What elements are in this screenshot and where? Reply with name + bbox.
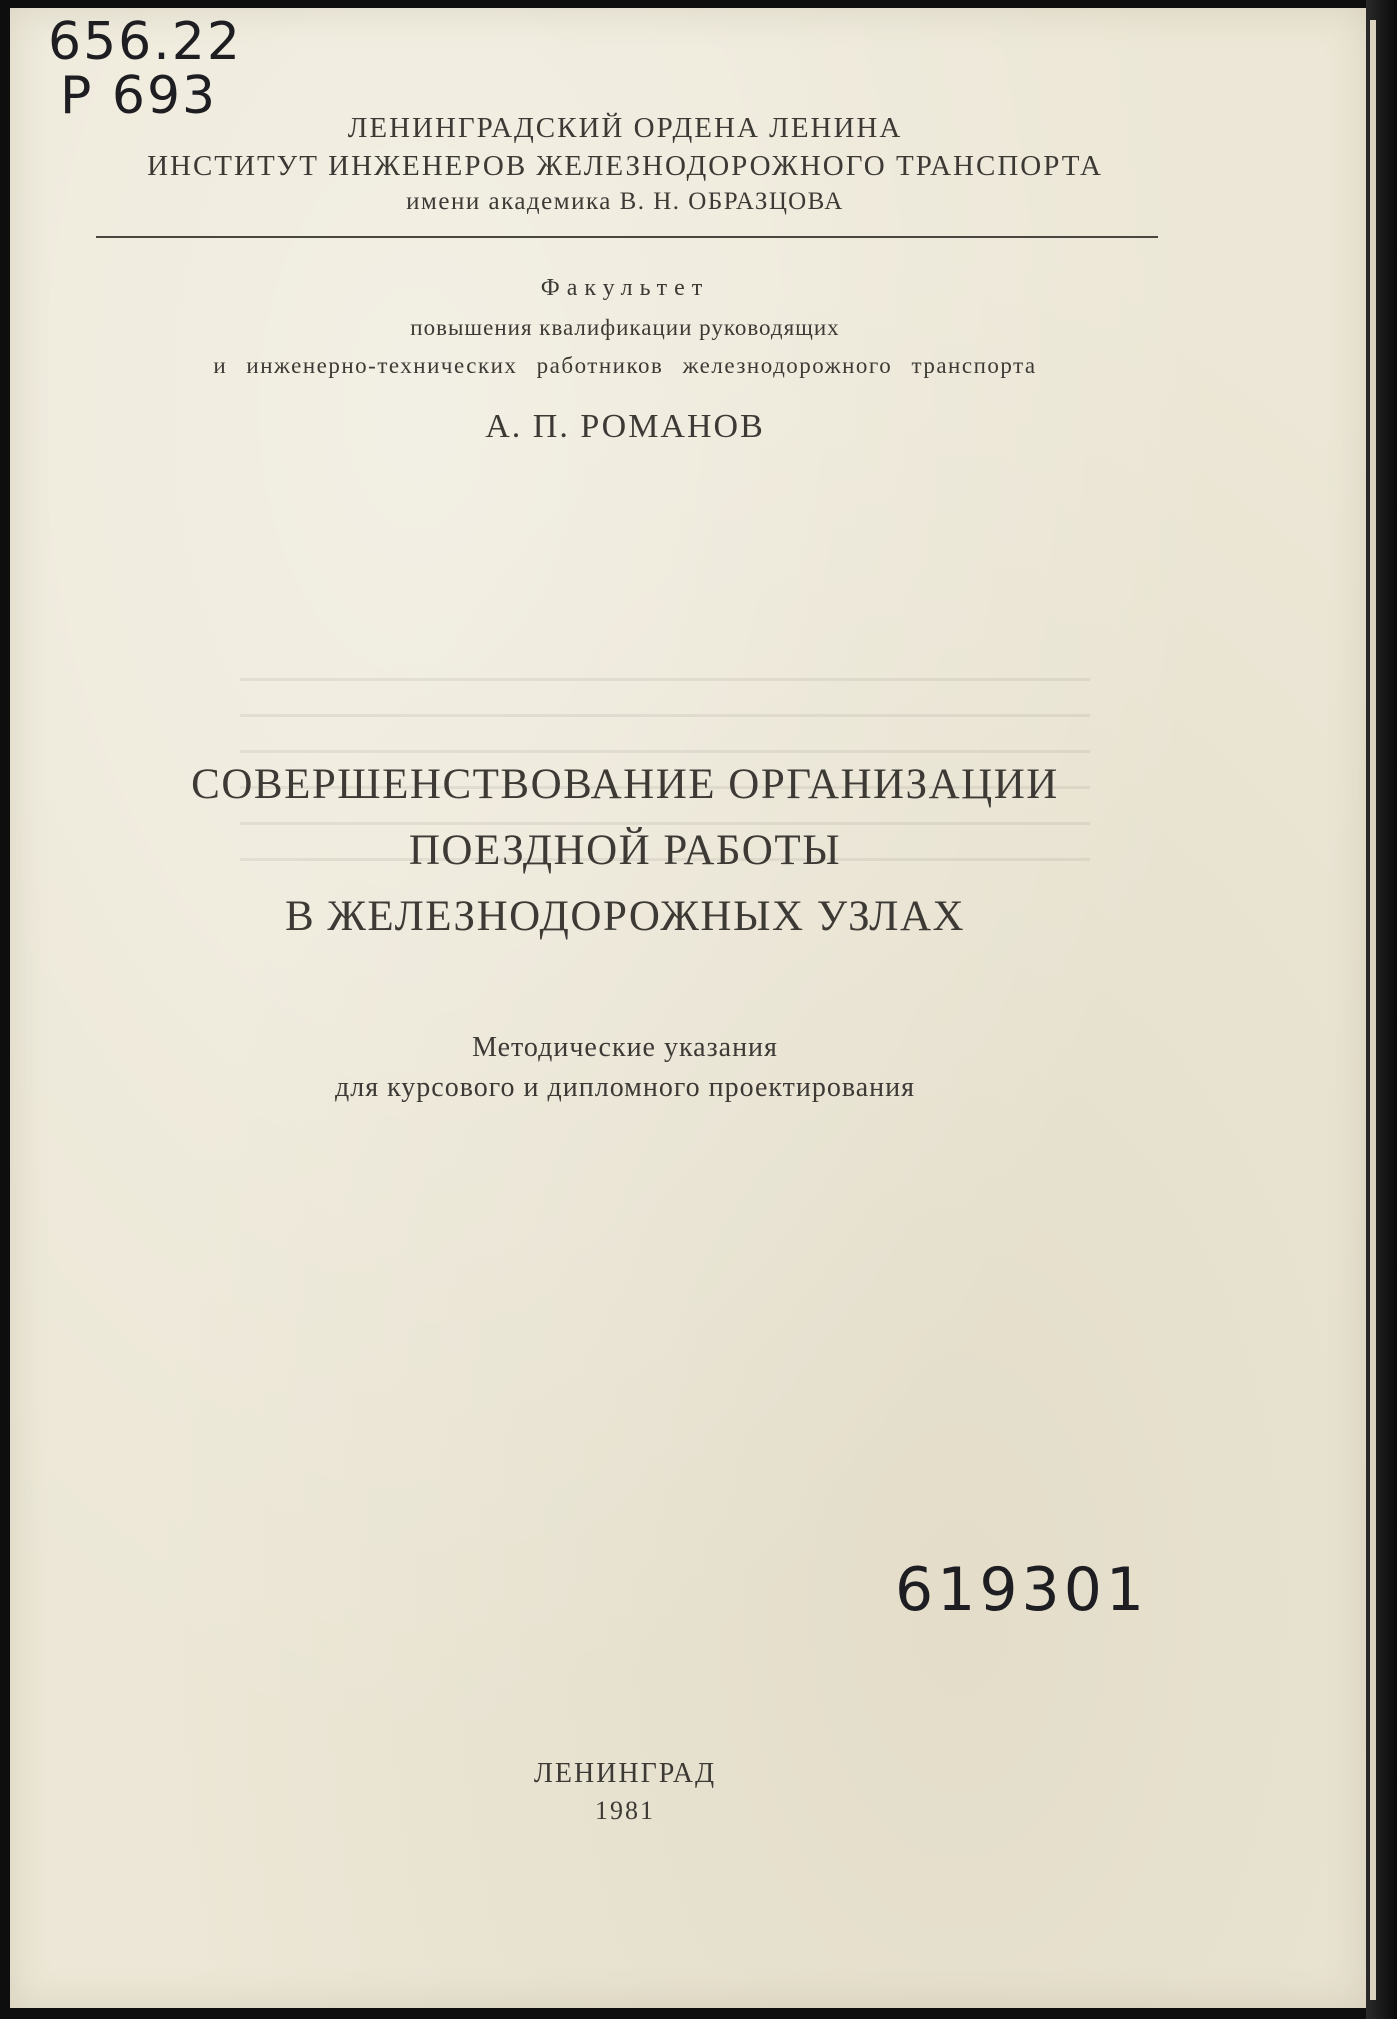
subtitle-line-2: для курсового и дипломного проектирования <box>334 1072 915 1103</box>
book-title-line-1: СОВЕРШЕНСТВОВАНИЕ ОРГАНИЗАЦИИ <box>191 761 1059 808</box>
book-title-line-2: ПОЕЗДНОЙ РАБОТЫ <box>408 827 842 874</box>
title-page <box>10 8 1366 2008</box>
author-name: А. П. РОМАНОВ <box>485 408 765 445</box>
imprint-city: ЛЕНИНГРАД <box>533 1758 717 1789</box>
inventory-number: 619301 <box>895 1555 1149 1625</box>
imprint-year: 1981 <box>595 1796 655 1825</box>
institution-line-1: ЛЕНИНГРАДСКИЙ ОРДЕНА ЛЕНИНА <box>347 112 903 144</box>
faculty-label: Факультет <box>540 275 710 301</box>
header-divider <box>96 236 1158 238</box>
institution-line-3: имени академика В. Н. ОБРАЗЦОВА <box>406 188 844 215</box>
page-edge <box>1366 0 1397 2019</box>
subtitle-line-1: Методические указания <box>472 1032 778 1063</box>
faculty-line-2: повышения квалификации руководящих <box>410 315 840 340</box>
book-title-line-3: В ЖЕЛЕЗНОДОРОЖНЫХ УЗЛАХ <box>284 893 966 940</box>
call-number-line-1: 656.22 <box>48 12 242 72</box>
institution-line-2: ИНСТИТУТ ИНЖЕНЕРОВ ЖЕЛЕЗНОДОРОЖНОГО ТРАНСПОРТА <box>147 150 1103 182</box>
call-number-line-2: Р 693 <box>60 66 218 126</box>
faculty-line-3: и инженерно-технических работников железнодорожного транспорта <box>213 353 1037 378</box>
